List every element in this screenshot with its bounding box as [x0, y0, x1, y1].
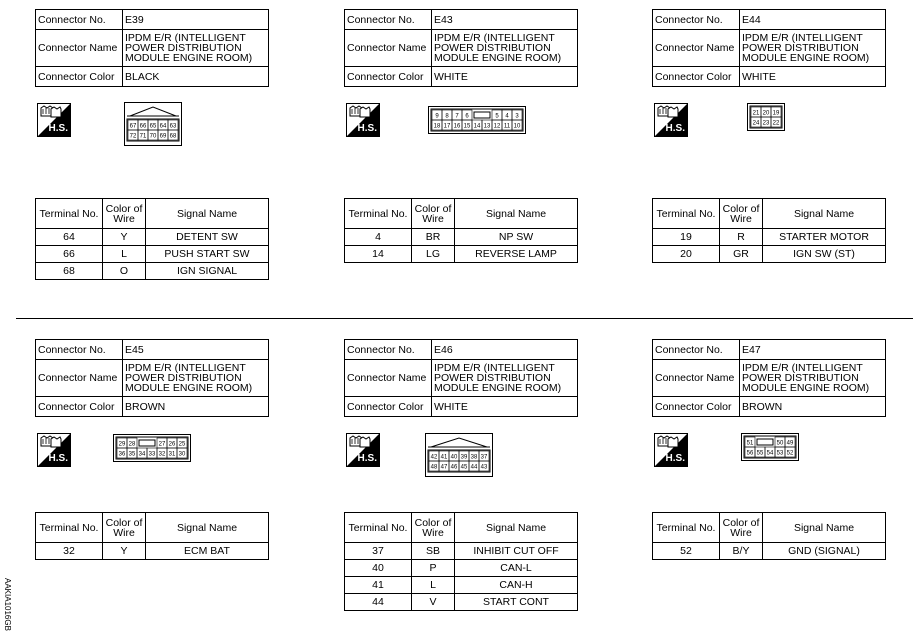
- wire-color-header: Color of Wire: [103, 513, 146, 543]
- signal-name-header: Signal Name: [146, 199, 269, 229]
- signal-name-cell: PUSH START SW: [146, 246, 269, 263]
- connector-name-label: Connector Name: [36, 30, 123, 67]
- terminal-no-cell: 40: [345, 560, 412, 577]
- connector-color-label: Connector Color: [653, 67, 740, 87]
- connector-face-diagram: [113, 434, 191, 462]
- connector-number-value: E45: [123, 340, 269, 360]
- hand-harness-side-icon: [37, 103, 71, 137]
- pin-number: 7: [455, 113, 459, 120]
- pin-number: 48: [430, 464, 438, 471]
- pin-number: 10: [513, 123, 521, 130]
- connector-number-label: Connector No.: [36, 10, 123, 30]
- connector-number-label: Connector No.: [653, 10, 740, 30]
- pin-number: 15: [463, 123, 471, 130]
- wire-color-cell: V: [412, 594, 455, 611]
- connector-face-diagram: [741, 433, 799, 461]
- connector-color-label: Connector Color: [36, 397, 123, 417]
- terminal-table: [344, 512, 578, 611]
- pin-number: 34: [138, 451, 146, 458]
- connector-face-diagram: [425, 433, 493, 477]
- terminal-no-header: Terminal No.: [36, 513, 103, 543]
- pin-number: 8: [445, 113, 449, 120]
- pin-number: 12: [493, 123, 501, 130]
- hs-label: H.S.: [357, 123, 377, 134]
- pin-number: 11: [503, 123, 511, 130]
- hand-harness-side-icon: [654, 103, 688, 137]
- connector-color-label: Connector Color: [36, 67, 123, 87]
- hs-label: H.S.: [665, 453, 685, 464]
- connector-face-diagram: [428, 106, 526, 134]
- pin-number: 70: [149, 133, 157, 140]
- table-row: [653, 543, 886, 560]
- signal-name-cell: ECM BAT: [146, 543, 269, 560]
- pin-number: 49: [786, 440, 794, 447]
- connector-info-table: [35, 339, 269, 417]
- pin-number: 64: [159, 123, 167, 130]
- connector-color-label: Connector Color: [653, 397, 740, 417]
- connector-name-value: IPDM E/R (INTELLIGENT POWER DISTRIBUTION MODULE ENGINE ROOM): [432, 30, 578, 67]
- signal-name-cell: NP SW: [455, 229, 578, 246]
- pin-number: 44: [470, 464, 478, 471]
- connector-color-value: WHITE: [432, 67, 578, 87]
- pin-number: 51: [746, 440, 754, 447]
- pin-number: 47: [440, 464, 448, 471]
- terminal-no-header: Terminal No.: [345, 199, 412, 229]
- connector-name-value: IPDM E/R (INTELLIGENT POWER DISTRIBUTION MODULE ENGINE ROOM): [432, 360, 578, 397]
- connector-color-label: Connector Color: [345, 397, 432, 417]
- connector-info-table: [652, 9, 886, 87]
- connector-name-label: Connector Name: [653, 360, 740, 397]
- pin-number: 50: [776, 440, 784, 447]
- pin-number: 45: [460, 464, 468, 471]
- pin-number: 3: [515, 113, 519, 120]
- pin-number: 71: [139, 133, 147, 140]
- connector-number-label: Connector No.: [345, 340, 432, 360]
- pin-number: 18: [433, 123, 441, 130]
- table-row: [345, 246, 578, 263]
- pin-number: 16: [453, 123, 461, 130]
- pin-number: 66: [139, 123, 147, 130]
- table-row: [36, 543, 269, 560]
- connector-color-value: BLACK: [123, 67, 269, 87]
- wire-color-cell: P: [412, 560, 455, 577]
- pin-number: 37: [480, 454, 488, 461]
- connector-info-table: [344, 9, 578, 87]
- connector-info-table: [652, 339, 886, 417]
- pin-number: 38: [470, 454, 478, 461]
- wire-color-header: Color of Wire: [412, 199, 455, 229]
- connector-color-value: BROWN: [740, 397, 886, 417]
- connector-color-value: WHITE: [740, 67, 886, 87]
- pin-number: 53: [776, 450, 784, 457]
- wire-color-header: Color of Wire: [720, 513, 763, 543]
- connector-info-table: [35, 9, 269, 87]
- terminal-table: [35, 198, 269, 280]
- terminal-no-cell: 52: [653, 543, 720, 560]
- pin-number: 32: [158, 451, 166, 458]
- wire-color-header: Color of Wire: [720, 199, 763, 229]
- hs-label: H.S.: [48, 123, 68, 134]
- wire-color-cell: B/Y: [720, 543, 763, 560]
- pin-number: 5: [495, 113, 499, 120]
- pin-number: 39: [460, 454, 468, 461]
- pin-number: 21: [752, 110, 760, 117]
- pin-number: 29: [118, 441, 126, 448]
- signal-name-cell: DETENT SW: [146, 229, 269, 246]
- connector-number-label: Connector No.: [36, 340, 123, 360]
- pin-number: 52: [786, 450, 794, 457]
- signal-name-cell: GND (SIGNAL): [763, 543, 886, 560]
- table-row: [345, 594, 578, 611]
- table-row: [653, 229, 886, 246]
- connector-number-value: E46: [432, 340, 578, 360]
- wire-color-cell: BR: [412, 229, 455, 246]
- wire-color-cell: LG: [412, 246, 455, 263]
- pin-number: 20: [762, 110, 770, 117]
- signal-name-cell: START CONT: [455, 594, 578, 611]
- connector-name-value: IPDM E/R (INTELLIGENT POWER DISTRIBUTION MODULE ENGINE ROOM): [123, 30, 269, 67]
- hand-harness-side-icon: [346, 103, 380, 137]
- signal-name-header: Signal Name: [455, 199, 578, 229]
- signal-name-header: Signal Name: [146, 513, 269, 543]
- pin-number: 69: [159, 133, 167, 140]
- pin-number: 31: [168, 451, 176, 458]
- wire-color-cell: L: [412, 577, 455, 594]
- pin-number: 4: [505, 113, 509, 120]
- wire-color-cell: R: [720, 229, 763, 246]
- pin-number: 33: [148, 451, 156, 458]
- hs-label: H.S.: [357, 453, 377, 464]
- terminal-no-header: Terminal No.: [653, 513, 720, 543]
- connector-face-diagram: [747, 103, 785, 131]
- pin-number: 13: [483, 123, 491, 130]
- terminal-no-cell: 4: [345, 229, 412, 246]
- terminal-table: [344, 198, 578, 263]
- connector-number-label: Connector No.: [653, 340, 740, 360]
- connector-color-value: WHITE: [432, 397, 578, 417]
- signal-name-cell: IGN SW (ST): [763, 246, 886, 263]
- hs-label: H.S.: [48, 453, 68, 464]
- terminal-no-cell: 68: [36, 263, 103, 280]
- connector-face-diagram: [124, 102, 182, 146]
- pin-number: 36: [118, 451, 126, 458]
- connector-number-value: E43: [432, 10, 578, 30]
- pin-number: 25: [178, 441, 186, 448]
- hs-label: H.S.: [665, 123, 685, 134]
- table-row: [36, 263, 269, 280]
- pin-number: 72: [129, 133, 137, 140]
- connector-name-label: Connector Name: [345, 360, 432, 397]
- pin-number: 9: [435, 113, 439, 120]
- pin-number: 63: [169, 123, 177, 130]
- figure-code: AAKIA1016GB: [3, 578, 12, 631]
- signal-name-header: Signal Name: [763, 513, 886, 543]
- table-row: [345, 229, 578, 246]
- pin-number: 41: [440, 454, 448, 461]
- hand-harness-side-icon: [346, 433, 380, 467]
- pin-number: 67: [129, 123, 137, 130]
- pin-number: 46: [450, 464, 458, 471]
- wire-color-cell: Y: [103, 543, 146, 560]
- terminal-no-cell: 14: [345, 246, 412, 263]
- connector-name-label: Connector Name: [653, 30, 740, 67]
- pin-number: 56: [746, 450, 754, 457]
- pin-number: 17: [443, 123, 451, 130]
- pin-number: 28: [128, 441, 136, 448]
- terminal-no-cell: 66: [36, 246, 103, 263]
- pin-number: 19: [772, 110, 780, 117]
- pin-number: 14: [473, 123, 481, 130]
- wire-color-cell: GR: [720, 246, 763, 263]
- pin-number: 6: [465, 113, 469, 120]
- pin-number: 24: [752, 120, 760, 127]
- signal-name-cell: STARTER MOTOR: [763, 229, 886, 246]
- connector-number-value: E39: [123, 10, 269, 30]
- pin-number: 65: [149, 123, 157, 130]
- table-row: [345, 560, 578, 577]
- pin-number: 42: [430, 454, 438, 461]
- connector-info-table: [344, 339, 578, 417]
- section-divider: [16, 318, 913, 319]
- pin-number: 40: [450, 454, 458, 461]
- signal-name-cell: CAN-L: [455, 560, 578, 577]
- wire-color-cell: O: [103, 263, 146, 280]
- connector-number-label: Connector No.: [345, 10, 432, 30]
- table-row: [345, 543, 578, 560]
- connector-name-value: IPDM E/R (INTELLIGENT POWER DISTRIBUTION MODULE ENGINE ROOM): [740, 360, 886, 397]
- connector-name-value: IPDM E/R (INTELLIGENT POWER DISTRIBUTION MODULE ENGINE ROOM): [123, 360, 269, 397]
- wire-color-cell: L: [103, 246, 146, 263]
- pin-number: 26: [168, 441, 176, 448]
- signal-name-cell: IGN SIGNAL: [146, 263, 269, 280]
- table-row: [653, 246, 886, 263]
- table-row: [345, 577, 578, 594]
- terminal-table: [35, 512, 269, 560]
- wire-color-cell: SB: [412, 543, 455, 560]
- signal-name-cell: INHIBIT CUT OFF: [455, 543, 578, 560]
- table-row: [36, 246, 269, 263]
- terminal-no-cell: 20: [653, 246, 720, 263]
- terminal-table: [652, 198, 886, 263]
- terminal-table: [652, 512, 886, 560]
- signal-name-cell: CAN-H: [455, 577, 578, 594]
- wire-color-cell: Y: [103, 229, 146, 246]
- pin-number: 35: [128, 451, 136, 458]
- terminal-no-cell: 37: [345, 543, 412, 560]
- pin-number: 23: [762, 120, 770, 127]
- pin-number: 22: [772, 120, 780, 127]
- pin-number: 27: [158, 441, 166, 448]
- terminal-no-cell: 64: [36, 229, 103, 246]
- connector-number-value: E47: [740, 340, 886, 360]
- terminal-no-cell: 41: [345, 577, 412, 594]
- connector-color-value: BROWN: [123, 397, 269, 417]
- terminal-no-header: Terminal No.: [36, 199, 103, 229]
- table-row: [36, 229, 269, 246]
- connector-name-label: Connector Name: [345, 30, 432, 67]
- hand-harness-side-icon: [37, 433, 71, 467]
- terminal-no-header: Terminal No.: [653, 199, 720, 229]
- wire-color-header: Color of Wire: [103, 199, 146, 229]
- terminal-no-cell: 19: [653, 229, 720, 246]
- connector-color-label: Connector Color: [345, 67, 432, 87]
- wire-color-header: Color of Wire: [412, 513, 455, 543]
- signal-name-cell: REVERSE LAMP: [455, 246, 578, 263]
- terminal-no-cell: 32: [36, 543, 103, 560]
- connector-name-value: IPDM E/R (INTELLIGENT POWER DISTRIBUTION MODULE ENGINE ROOM): [740, 30, 886, 67]
- terminal-no-cell: 44: [345, 594, 412, 611]
- pin-number: 30: [178, 451, 186, 458]
- pin-number: 55: [756, 450, 764, 457]
- pin-number: 54: [766, 450, 774, 457]
- terminal-no-header: Terminal No.: [345, 513, 412, 543]
- connector-name-label: Connector Name: [36, 360, 123, 397]
- pin-number: 68: [169, 133, 177, 140]
- hand-harness-side-icon: [654, 433, 688, 467]
- signal-name-header: Signal Name: [763, 199, 886, 229]
- signal-name-header: Signal Name: [455, 513, 578, 543]
- connector-number-value: E44: [740, 10, 886, 30]
- pin-number: 43: [480, 464, 488, 471]
